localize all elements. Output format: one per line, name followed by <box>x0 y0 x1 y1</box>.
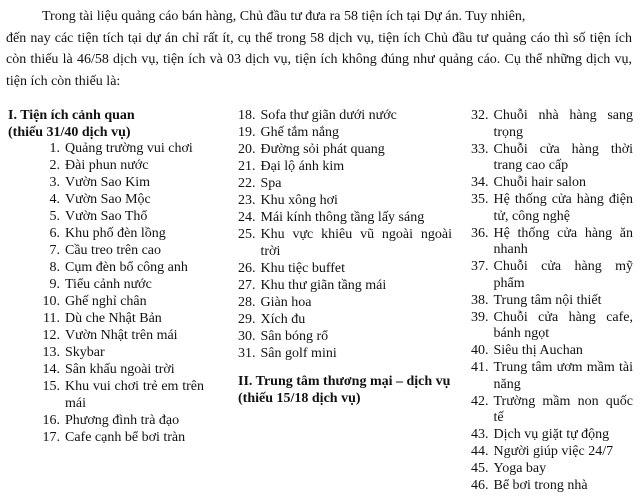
list-item <box>471 175 633 192</box>
item-text: Bể bơi trong nhà <box>493 478 588 493</box>
item-number: 34. <box>471 175 489 190</box>
list-item <box>8 277 204 294</box>
item-text: Ghế nghỉ chân <box>65 294 147 309</box>
item-number: 25. <box>238 227 256 242</box>
item-text: Tiểu cảnh nước <box>65 277 152 292</box>
item-text: Cụm đèn bổ công anh <box>65 260 188 275</box>
list-item <box>471 108 633 141</box>
item-number: 36. <box>471 225 489 241</box>
list-item <box>238 329 452 346</box>
item-number: 43. <box>471 427 489 442</box>
item-text: Phương đình trà đạo <box>65 412 180 428</box>
item-number: 3. <box>49 175 60 190</box>
item-text: Hệ thống cửa hàng ăn nhanh <box>493 225 633 257</box>
amenity-list-1 <box>8 141 204 446</box>
item-text: Vườn Sao Thổ <box>65 209 148 224</box>
list-item <box>471 427 633 444</box>
item-number: 13. <box>42 345 60 360</box>
item-number: 32. <box>471 108 489 123</box>
item-number: 7. <box>49 243 60 258</box>
item-number: 35. <box>471 192 489 207</box>
list-item <box>238 295 452 312</box>
item-text: Người giúp việc 24/7 <box>493 444 614 459</box>
item-number: 14. <box>42 362 60 377</box>
item-number: 38. <box>471 292 489 308</box>
item-number: 31. <box>238 345 256 361</box>
list-item <box>8 294 204 311</box>
item-number: 27. <box>238 277 256 293</box>
list-item <box>8 141 204 158</box>
list-item <box>471 192 633 225</box>
item-text: Đại lộ ánh kim <box>260 159 345 174</box>
item-number: 24. <box>238 210 256 225</box>
item-text: Chuỗi cửa hàng thời trang cao cấp <box>493 141 633 173</box>
item-text: Hệ thống cửa hàng điện tử, công nghệ <box>493 192 633 224</box>
list-item <box>471 343 633 360</box>
list-item <box>8 226 204 243</box>
intro-first-line: Trong tài liệu quảng cáo bán hàng, Chủ đầu tư đưa ra 58 tiện ích tại Dự án. Tuy nhiên, <box>42 9 526 24</box>
item-number: 20. <box>238 142 256 157</box>
item-number: 4. <box>49 192 60 207</box>
list-item <box>8 413 204 430</box>
item-number: 9. <box>49 277 60 292</box>
item-number: 8. <box>49 260 60 275</box>
list-item <box>238 108 452 125</box>
list-item <box>238 210 452 227</box>
item-text: Siêu thị Auchan <box>493 343 583 358</box>
item-text: Vườn Nhật trên mái <box>65 328 178 343</box>
item-number: 1. <box>49 141 60 156</box>
item-text: Trường mầm non quốc tế <box>493 393 633 425</box>
item-number: 37. <box>471 259 489 274</box>
item-number: 16. <box>42 412 60 428</box>
item-text: Khu xông hơi <box>260 193 338 208</box>
item-number: 30. <box>238 328 256 344</box>
section-1-title: I. Tiện ích cảnh quan <box>8 108 135 123</box>
item-number: 44. <box>471 444 489 459</box>
list-item <box>471 478 633 495</box>
item-text: Yoga bay <box>493 461 547 476</box>
item-text: Chuỗi cửa hàng mỹ phẩm <box>493 259 633 291</box>
item-text: Đường sỏi phát quang <box>260 142 385 157</box>
intro-paragraph <box>6 6 632 92</box>
item-number: 5. <box>49 209 60 224</box>
item-number: 17. <box>42 429 60 445</box>
item-number: 40. <box>471 343 489 358</box>
list-item <box>471 259 633 292</box>
item-number: 45. <box>471 461 489 476</box>
list-item <box>471 310 633 343</box>
item-number: 6. <box>49 226 60 241</box>
item-number: 2. <box>49 158 60 173</box>
list-item <box>471 444 633 461</box>
column-1 <box>8 108 204 447</box>
item-text: Sân bóng rổ <box>260 328 329 344</box>
item-text: Khu vui chơi trẻ em trên mái <box>65 379 204 411</box>
list-item <box>8 209 204 226</box>
list-item <box>238 261 452 278</box>
list-item <box>8 345 204 362</box>
list-item <box>471 293 633 310</box>
list-item <box>238 125 452 142</box>
intro-rest: đến nay các tiện tích tại dự án chỉ rất ít, cụ thể trong 58 dịch vụ, tiện ích Chủ đầu tư quảng cáo thì số tiện ích còn thiếu là 46/58 dịch vụ, tiện ích và 03 dịch vụ, tiện ích không đúng như quảng cáo. Cụ thể những dịch vụ, tiện ích còn thiếu là: <box>6 30 632 89</box>
item-text: Sofa thư giãn dưới nước <box>260 108 397 123</box>
list-item <box>238 227 452 260</box>
item-number: 22. <box>238 176 256 191</box>
item-text: Vườn Sao Mộc <box>65 192 151 207</box>
item-text: Chuỗi nhà hàng sang trọng <box>493 108 633 140</box>
item-text: Mái kính thông tầng lấy sáng <box>260 210 425 225</box>
item-text: Giàn hoa <box>260 294 312 310</box>
item-number: 39. <box>471 309 489 325</box>
item-text: Sân golf mini <box>260 345 337 361</box>
item-text: Chuỗi cửa hàng cafe, bánh ngọt <box>493 309 633 341</box>
item-text: Khu vực khiêu vũ ngoài ngoài trời <box>260 227 452 259</box>
list-item <box>238 159 452 176</box>
list-item <box>471 394 633 427</box>
list-item <box>8 362 204 379</box>
item-text: Quảng trường vui chơi <box>65 141 193 156</box>
list-item <box>471 142 633 175</box>
list-item <box>238 346 452 363</box>
list-item <box>238 142 452 159</box>
item-number: 19. <box>238 125 256 140</box>
item-text: Khu phố đèn lồng <box>65 226 166 241</box>
list-item <box>8 158 204 175</box>
item-number: 10. <box>42 294 60 309</box>
list-item <box>238 278 452 295</box>
list-item <box>8 379 204 412</box>
section-2-title: II. Trung tâm thương mại – dịch vụ (thiếu 15/18 dịch vụ) <box>238 374 451 406</box>
item-text: Skybar <box>65 345 105 360</box>
item-text: Trung tâm ươm mầm tài năng <box>493 360 633 392</box>
item-text: Xích đu <box>260 311 306 327</box>
item-text: Spa <box>260 176 282 191</box>
item-number: 12. <box>42 328 60 343</box>
item-number: 41. <box>471 360 489 375</box>
item-text: Ghế tắm nắng <box>260 125 340 140</box>
item-number: 11. <box>43 311 60 326</box>
item-text: Khu thư giãn tầng mái <box>260 277 387 293</box>
list-item <box>8 311 204 328</box>
list-item <box>8 260 204 277</box>
item-number: 23. <box>238 193 256 208</box>
list-item <box>8 243 204 260</box>
item-number: 33. <box>471 141 489 157</box>
list-item <box>471 360 633 393</box>
list-item <box>8 430 204 447</box>
item-text: Cafe cạnh bể bơi tràn <box>65 429 186 445</box>
column-3 <box>471 108 633 495</box>
item-text: Cầu treo trên cao <box>65 243 162 258</box>
list-item <box>238 193 452 210</box>
section-1-subtitle: (thiếu 31/40 dịch vụ) <box>8 124 131 140</box>
item-text: Dịch vụ giặt tự động <box>493 427 610 442</box>
list-item <box>8 175 204 192</box>
item-number: 28. <box>238 294 256 310</box>
item-number: 18. <box>238 108 256 123</box>
item-text: Đài phun nước <box>65 158 149 173</box>
item-text: Sân khấu ngoài trời <box>65 362 175 377</box>
item-text: Dù che Nhật Bản <box>65 311 162 326</box>
list-item <box>471 226 633 259</box>
list-item <box>8 328 204 345</box>
list-item <box>8 192 204 209</box>
list-item <box>238 312 452 329</box>
item-number: 29. <box>238 311 256 327</box>
item-number: 46. <box>471 478 489 493</box>
amenity-list-2 <box>238 108 452 362</box>
item-number: 15. <box>42 379 60 394</box>
list-item <box>471 461 633 478</box>
item-number: 26. <box>238 260 256 276</box>
item-number: 42. <box>471 393 489 409</box>
item-text: Trung tâm nội thiết <box>493 292 602 308</box>
item-text: Vườn Sao Kim <box>65 175 150 190</box>
item-number: 21. <box>238 159 256 174</box>
column-2 <box>238 108 452 407</box>
amenity-list-3 <box>471 108 633 495</box>
item-text: Chuỗi hair salon <box>493 175 587 190</box>
item-text: Khu tiệc buffet <box>260 260 345 276</box>
list-item <box>238 176 452 193</box>
